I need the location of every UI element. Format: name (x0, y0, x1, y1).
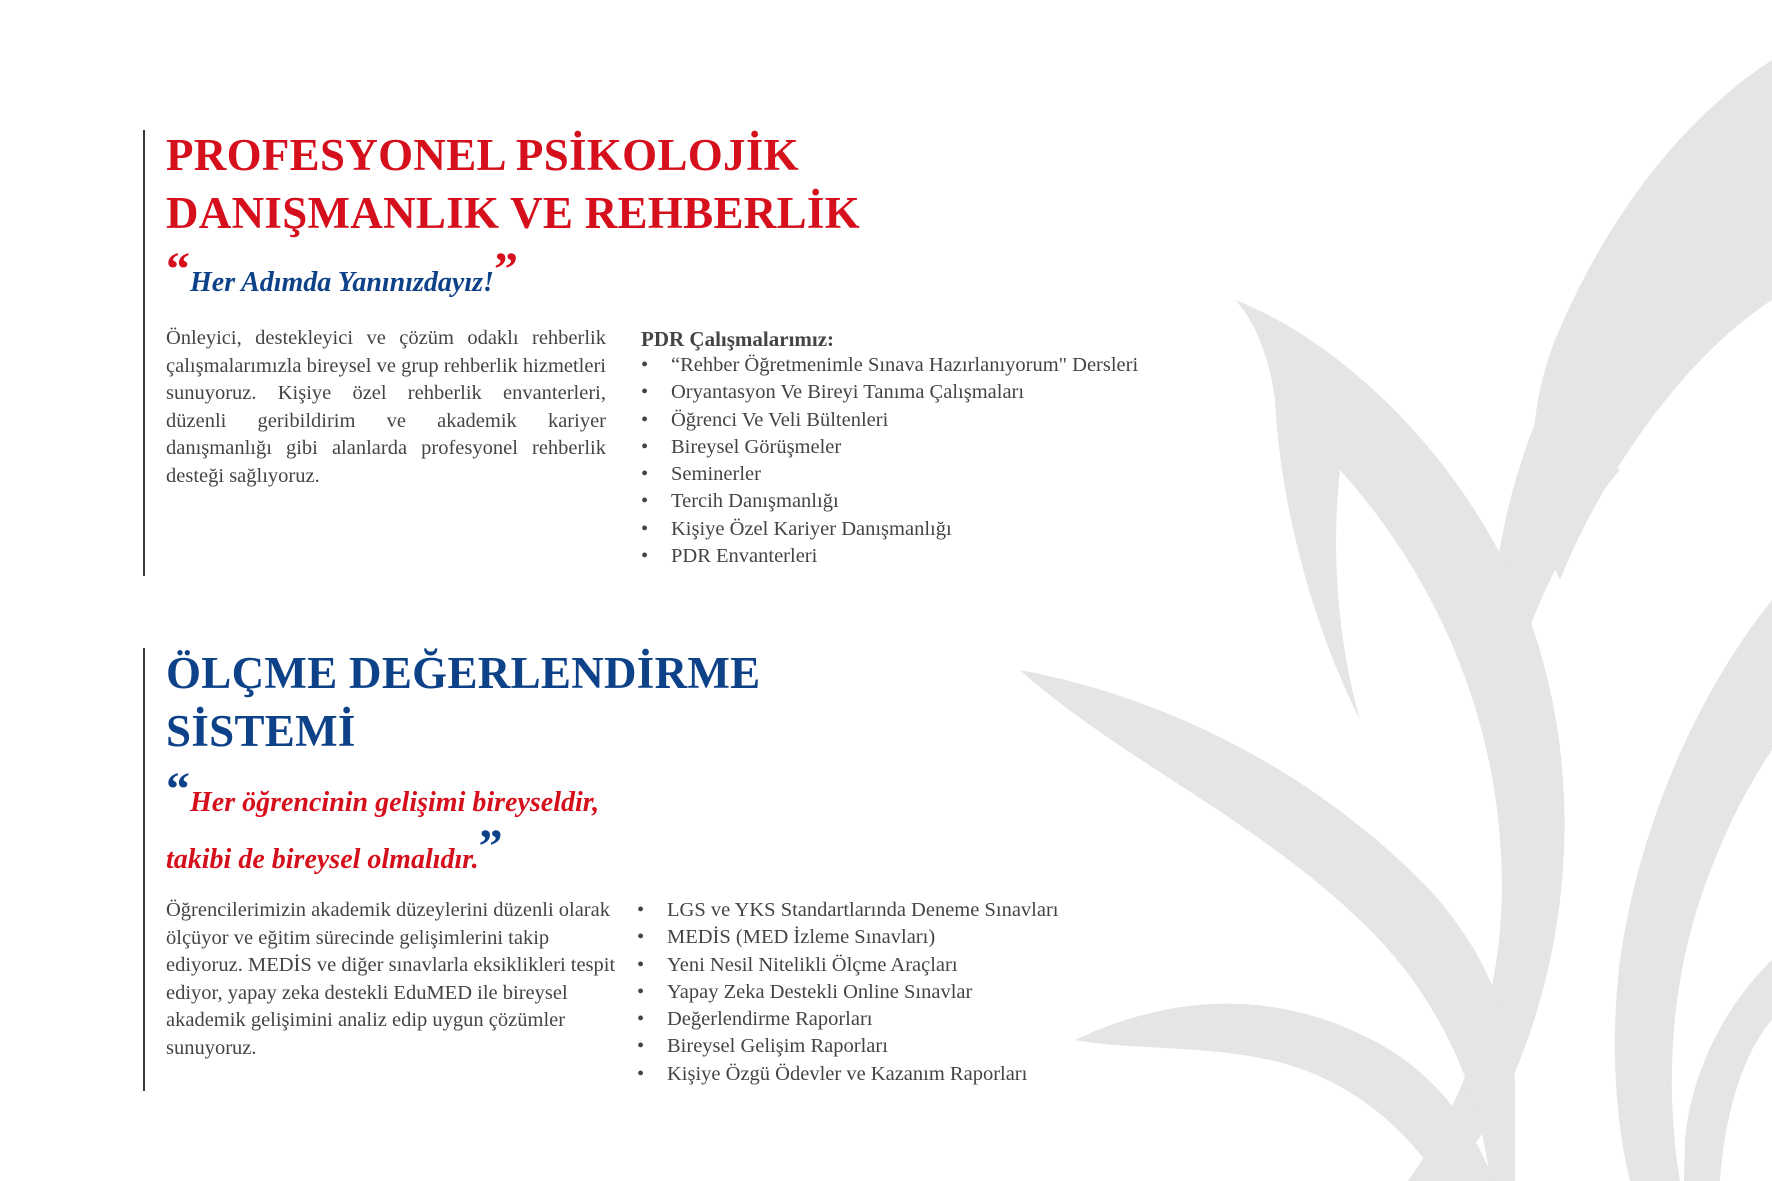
list-item: • Bireysel Gelişim Raporları (637, 1033, 1059, 1060)
leaf-shape-top (1492, 60, 1772, 720)
assessment-list (637, 897, 1059, 1088)
pdr-slogan-text: Her Adımda Yanınızdayız! (190, 267, 494, 298)
assessment-slogan-line-1: Her öğrencinin gelişimi bireyseldir, (190, 787, 600, 818)
assessment-heading (166, 644, 761, 760)
section-divider (143, 130, 145, 576)
list-item: • LGS ve YKS Standartlarında Deneme Sınavları (637, 897, 1059, 924)
list-item: • Kişiye Özgü Ödevler ve Kazanım Raporları (637, 1061, 1059, 1088)
assessment-description: Öğrencilerimizin akademik düzeylerini düzenli olarak ölçüyor ve eğitim sürecinde gelişimlerini takip ediyoruz. MEDİS ve diğer sınavlarla eksiklikleri tespit ediyor, yapay zeka destekli EduMED ile bireysel akademik gelişimini analiz edip uygun çözümler sunuyoruz. (166, 899, 616, 1059)
list-item: • Öğrenci Ve Veli Bültenleri (641, 407, 1138, 434)
list-item: • Bireysel Görüşmeler (641, 434, 1138, 461)
assessment-section (143, 648, 1243, 1091)
pdr-slogan: “Her Adımda Yanınızdayız!” (166, 243, 518, 298)
list-item: • MEDİS (MED İzleme Sınavları) (637, 924, 1059, 951)
list-item: • PDR Envanterleri (641, 543, 1138, 570)
pdr-section (143, 130, 1243, 576)
pdr-description: Önleyici, destekleyici ve çözüm odaklı rehberlik çalışmalarımızla bireysel ve grup rehberlik hizmetleri sunuyoruz. Kişiye özel rehberlik envanterleri, düzenli geribildirim ve akademik kariyer danışmanlığı gibi alanlarda profesyonel rehberlik desteği sağlıyoruz. (166, 327, 606, 487)
section-divider (143, 648, 145, 1091)
list-item: • Yapay Zeka Destekli Online Sınavlar (637, 979, 1059, 1006)
pdr-heading-line-2: DANIŞMANLIK VE REHBERLİK (166, 188, 860, 238)
assessment-heading-line-1: ÖLÇME DEĞERLENDİRME (166, 648, 761, 698)
list-item: • Değerlendirme Raporları (637, 1006, 1059, 1033)
pdr-list-title: PDR Çalışmalarımız: (641, 327, 835, 351)
assessment-slogan-line-2: takibi de bireysel olmalıdır. (166, 844, 479, 875)
leaf-shape-right-inner (1684, 960, 1772, 1181)
list-item: • Kişiye Özel Kariyer Danışmanlığı (641, 516, 1138, 543)
pdr-heading (166, 126, 860, 242)
list-item: • “Rehber Öğretmenimle Sınava Hazırlanıyorum" Dersleri (641, 352, 1138, 379)
list-item: • Tercih Danışmanlığı (641, 488, 1138, 515)
pdr-list (641, 352, 1138, 570)
list-item: • Yeni Nesil Nitelikli Ölçme Araçları (637, 952, 1059, 979)
pdr-heading-line-1: PROFESYONEL PSİKOLOJİK (166, 130, 799, 180)
list-item: • Seminerler (641, 461, 1138, 488)
list-item: • Oryantasyon Ve Bireyi Tanıma Çalışmaları (641, 379, 1138, 406)
assessment-heading-line-2: SİSTEMİ (166, 706, 356, 756)
assessment-slogan: “Her öğrencinin gelişimi bireyseldir, takibi de bireysel olmalıdır.” (166, 763, 600, 875)
